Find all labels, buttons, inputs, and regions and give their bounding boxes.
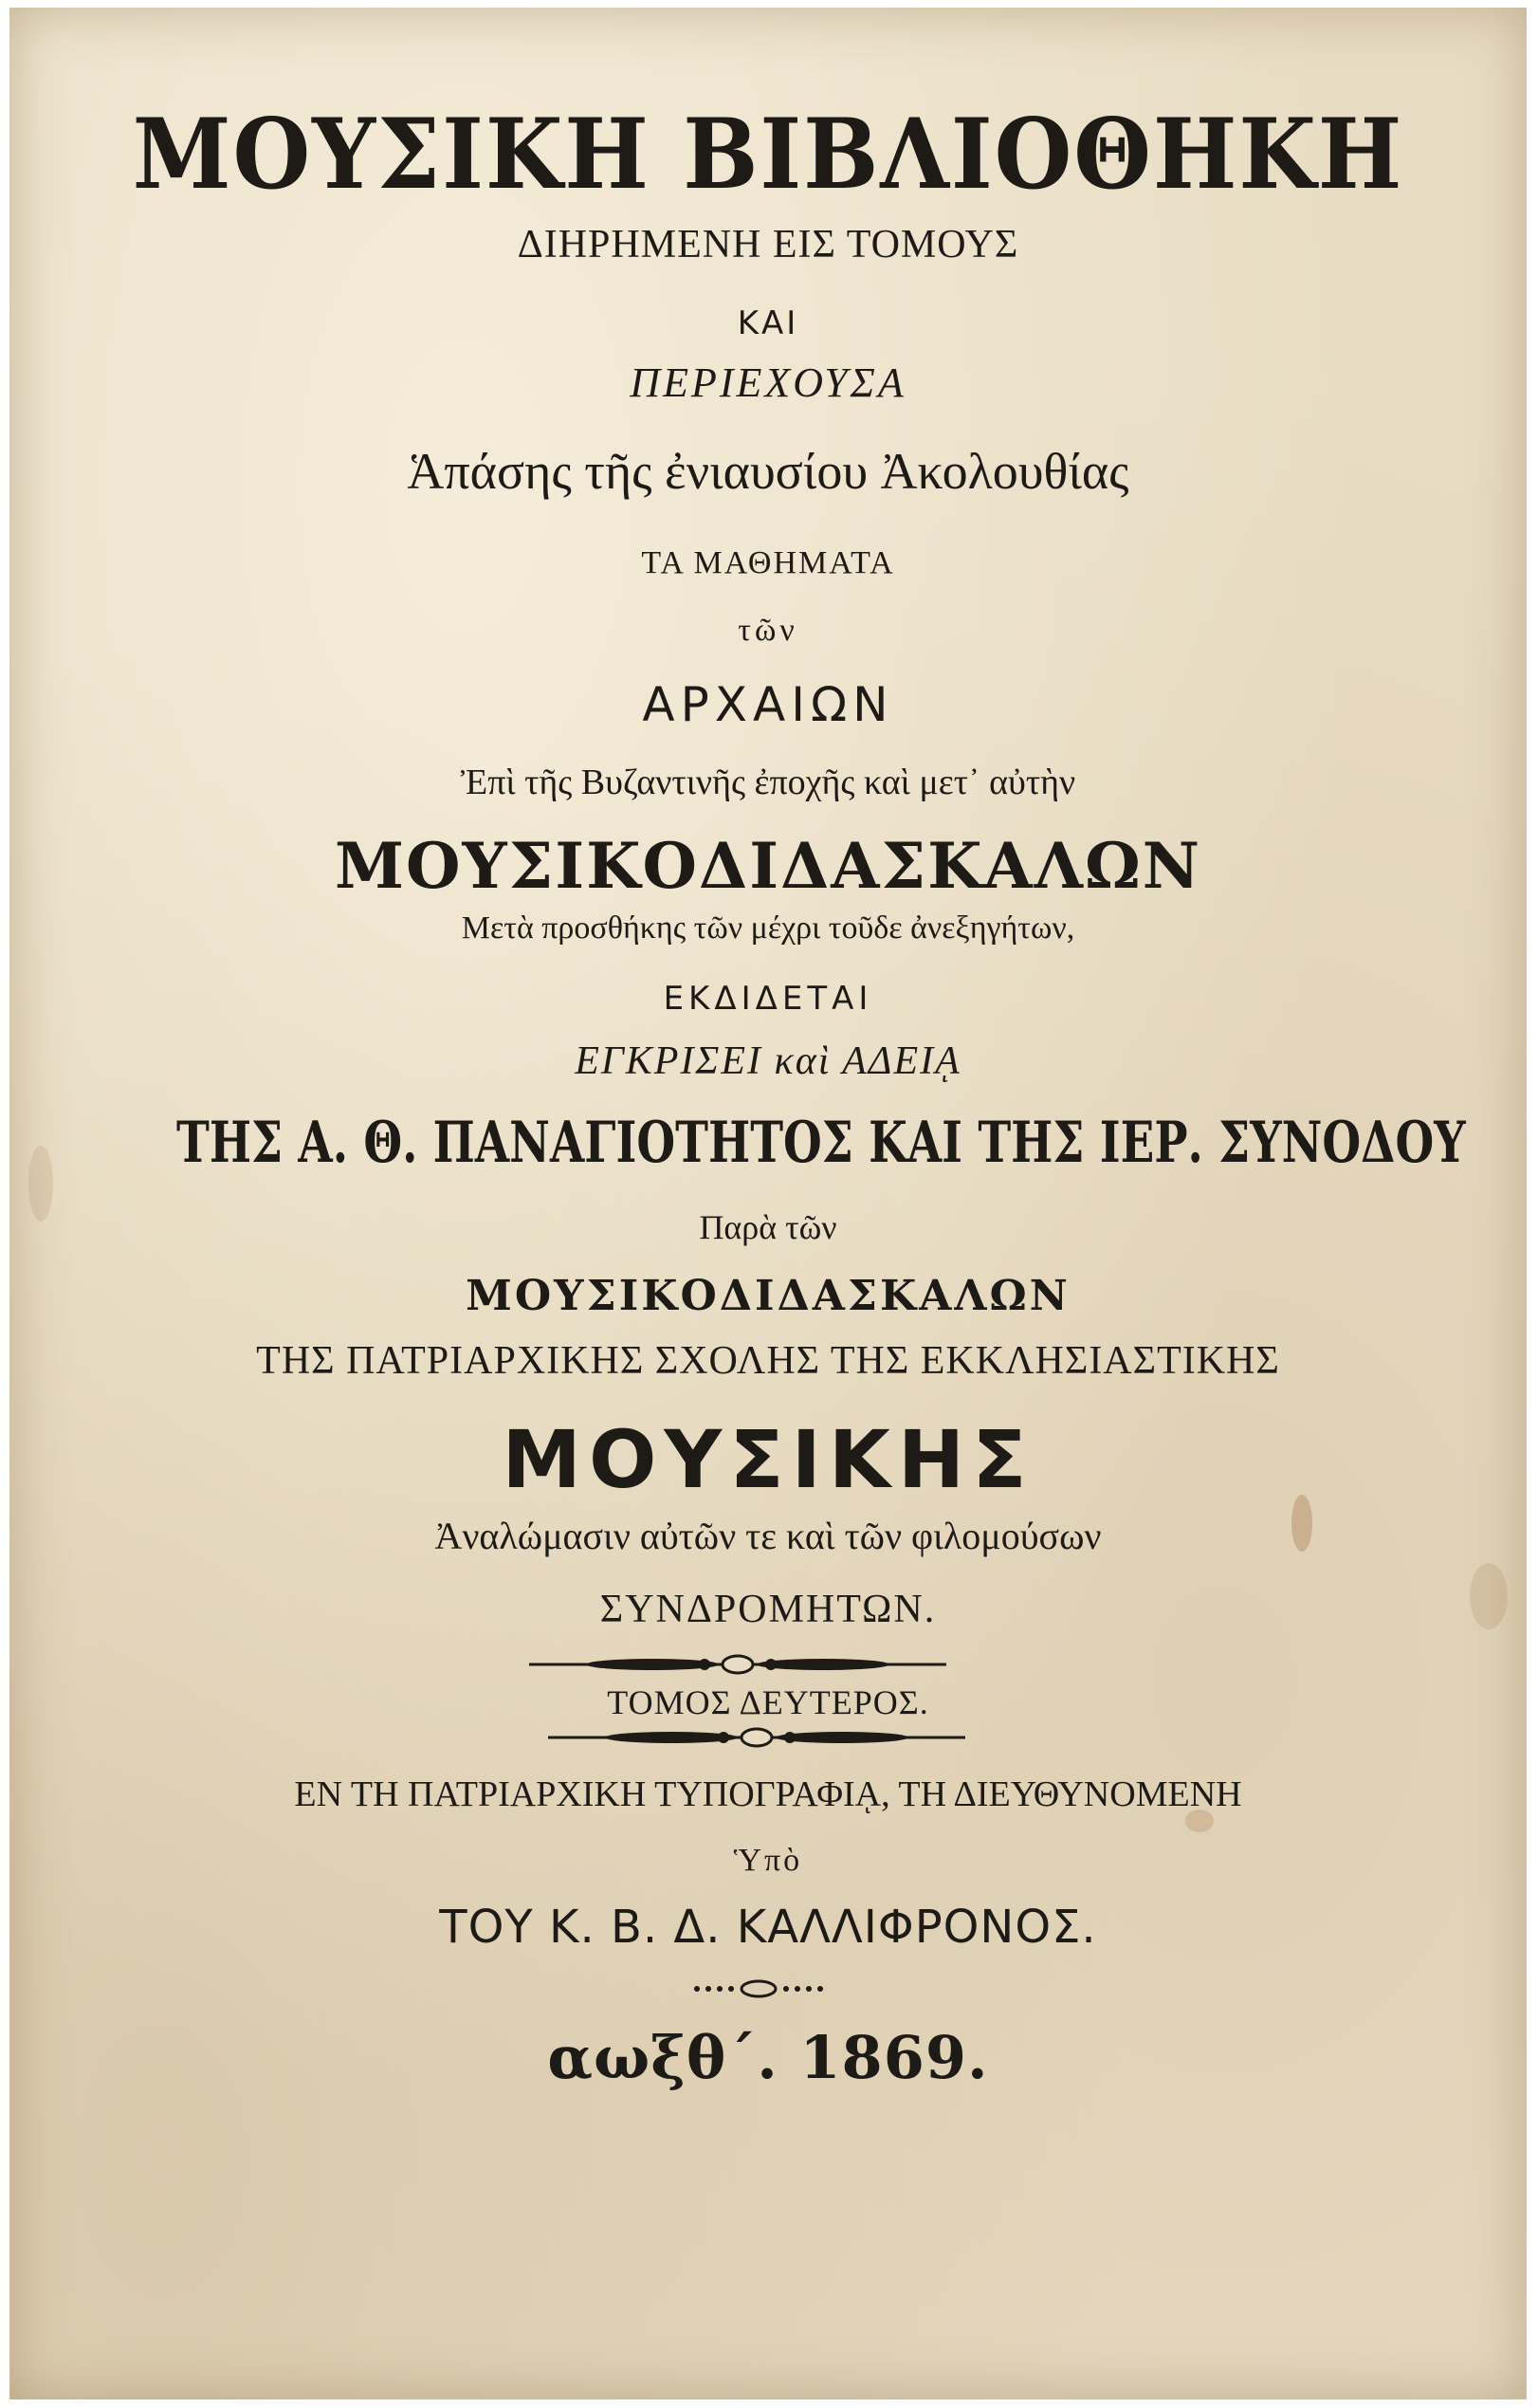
ancient-line: ΑΡΧΑΙΩΝ (642, 677, 894, 732)
music-teachers-line: ΜΟΥΣΙΚΟΔΙΔΑΣΚΑΛΩΝ (466, 1272, 1071, 1320)
patriarchal-school-line: ΤΗΣ ΠΑΤΡΙΑΡΧΙΚΗΣ ΣΧΟΛΗΣ ΤΗΣ ΕΚΚΛΗΣΙΑΣΤΙΚΗΣ (256, 1339, 1280, 1383)
published-line: ΕΚΔΙΔΕΤΑΙ (663, 980, 873, 1018)
main-title: ΜΟΥΣΙΚΗ ΒΙΒΛΙΟΘΗΚΗ (132, 98, 1404, 211)
music-teachers-heading: ΜΟΥΣΙΚΟΔΙΔΑΣΚΑΛΩΝ (334, 829, 1202, 903)
patriarchate-synod-line: ΤΗΣ Α. Θ. ΠΑΝΑΓΙΟΤΗΤΟΣ ΚΑΙ ΤΗΣ ΙΕΡ. ΣΥΝΟΔΟΥ (176, 1110, 1466, 1176)
subscribers-line: ΣΥΝΔΡΟΜΗΤΩΝ. (599, 1588, 937, 1631)
expenses-line: Ἀναλώμασιν αὐτῶν τε καὶ τῶν φιλομούσων (434, 1515, 1102, 1557)
ornamental-rule-bottom (548, 1726, 965, 1749)
subtitle-volumes: ΔΙΗΡΗΜΕΝΗ ΕΙΣ ΤΟΜΟΥΣ (517, 223, 1019, 267)
small-ornament (687, 1978, 830, 1999)
annual-service-line: Ἁπάσης τῆς ἐνιαυσίου Ἀκολουθίας (407, 443, 1129, 500)
byzantine-era-line: Ἐπὶ τῆς Βυζαντινῆς ἐποχῆς καὶ μετ᾽ αὐτὴν (460, 763, 1076, 802)
by-the-line: Παρὰ τῶν (699, 1208, 837, 1246)
music-heading: ΜΟΥΣΙΚΗΣ (502, 1413, 1034, 1506)
conjunction-kai: ΚΑΙ (737, 304, 799, 342)
printer-name: ΤΟΥ Κ. Β. Δ. ΚΑΛΛΙΦΡΟΝΟΣ. (439, 1901, 1097, 1954)
hypo-line: Ὑπὸ (733, 1843, 803, 1878)
title-page (9, 8, 1527, 2399)
addition-line: Μετὰ προσθήκης τῶν μέχρι τοῦδε ἀνεξηγήτων, (461, 910, 1075, 946)
printing-house-line: ΕΝ ΤΗ ΠΑΤΡΙΑΡΧΙΚΗ ΤΥΠΟΓΡΑΦΙᾼ, ΤΗ ΔΙΕΥΘΥΝΟΜΕΝΗ (294, 1774, 1242, 1814)
lessons-line: ΤΑ ΜΑΘΗΜΑΤΑ (641, 545, 895, 580)
approval-line: ΕΓΚΡΙΣΕΙ καὶ ΑΔΕΙᾼ (575, 1039, 961, 1083)
volume-label: ΤΟΜΟΣ ΔΕΥΤΕΡΟΣ. (607, 1683, 929, 1721)
containing-line: ΠΕΡΙΕΧΟΥΣΑ (630, 359, 906, 406)
publication-date: αωξθ΄. 1869. (547, 2023, 989, 2092)
ton-line: τῶν (738, 613, 798, 648)
ornamental-rule-top (529, 1653, 946, 1676)
